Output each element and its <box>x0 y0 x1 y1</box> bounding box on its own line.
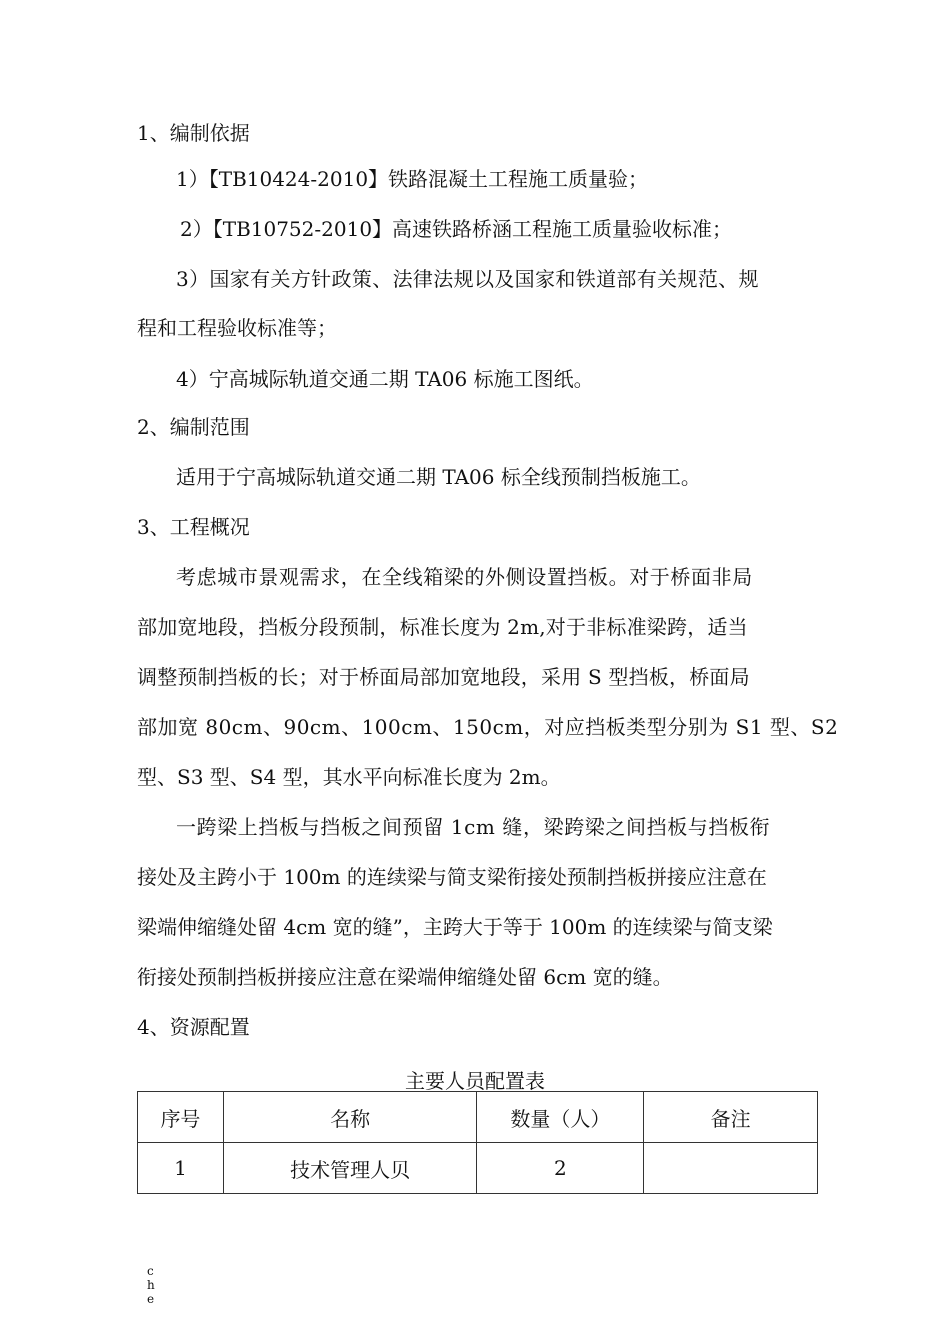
header-index: 序号 <box>138 1092 224 1143</box>
header-remark: 备注 <box>644 1092 818 1143</box>
footer-text: che <box>147 1264 155 1306</box>
overview-p2-line2: 接处及主跨小于 100m 的连续梁与简支梁衔接处预制挡板拼接应注意在 <box>137 865 767 889</box>
basis-item-2: 2）【TB10752-2010】高速铁路桥涵工程施工质量验收标准； <box>180 217 733 241</box>
basis-item-3-cont: 程和工程验收标准等； <box>137 316 337 340</box>
overview-p2-line3: 梁端伸缩缝处留 4cm 宽的缝”，主跨大于等于 100m 的连续梁与简支梁 <box>137 915 773 939</box>
table-caption: 主要人员配置表 <box>405 1069 545 1093</box>
section-4-title: 4、资源配置 <box>137 1015 250 1039</box>
cell-index: 1 <box>138 1143 224 1194</box>
cell-name: 技术管理人贝 <box>223 1143 477 1194</box>
basis-item-1: 1）【TB10424-2010】铁路混凝土工程施工质量验； <box>176 167 649 191</box>
overview-p1-line1: 考虑城市景观需求，在全线箱梁的外侧设置挡板。对于桥面非局 <box>176 565 753 589</box>
cell-remark <box>644 1143 818 1194</box>
scope-text: 适用于宁高城际轨道交通二期 TA06 标全线预制挡板施工。 <box>176 465 701 489</box>
header-name: 名称 <box>223 1092 477 1143</box>
overview-p1-line4: 部加宽 80cm、90cm、100cm、150cm，对应挡板类型分别为 S1 型、S2 <box>137 715 839 739</box>
overview-p1-line3: 调整预制挡板的长；对于桥面局部加宽地段，采用 S 型挡板，桥面局 <box>137 665 750 689</box>
cell-count: 2 <box>477 1143 644 1194</box>
section-3-title: 3、工程概况 <box>137 515 250 539</box>
overview-p2-line4: 衔接处预制挡板拼接应注意在梁端伸缩缝处留 6cm 宽的缝。 <box>137 965 673 989</box>
basis-item-4: 4）宁高城际轨道交通二期 TA06 标施工图纸。 <box>176 367 594 391</box>
table-header-row <box>138 1092 818 1143</box>
table-row <box>138 1143 818 1194</box>
overview-p1-line2: 部加宽地段，挡板分段预制，标准长度为 2m,对于非标准梁跨，适当 <box>137 615 748 639</box>
staff-table <box>137 1091 818 1194</box>
section-2-title: 2、编制范围 <box>137 415 250 439</box>
section-1-title: 1、编制依据 <box>137 121 250 145</box>
overview-p1-line5: 型、S3 型、S4 型，其水平向标准长度为 2m。 <box>137 765 561 789</box>
basis-item-3: 3）国家有关方针政策、法律法规以及国家和铁道部有关规范、规 <box>176 267 759 291</box>
overview-p2-line1: 一跨梁上挡板与挡板之间预留 1cm 缝，梁跨梁之间挡板与挡板衔 <box>176 815 771 839</box>
header-count: 数量（人） <box>477 1092 644 1143</box>
